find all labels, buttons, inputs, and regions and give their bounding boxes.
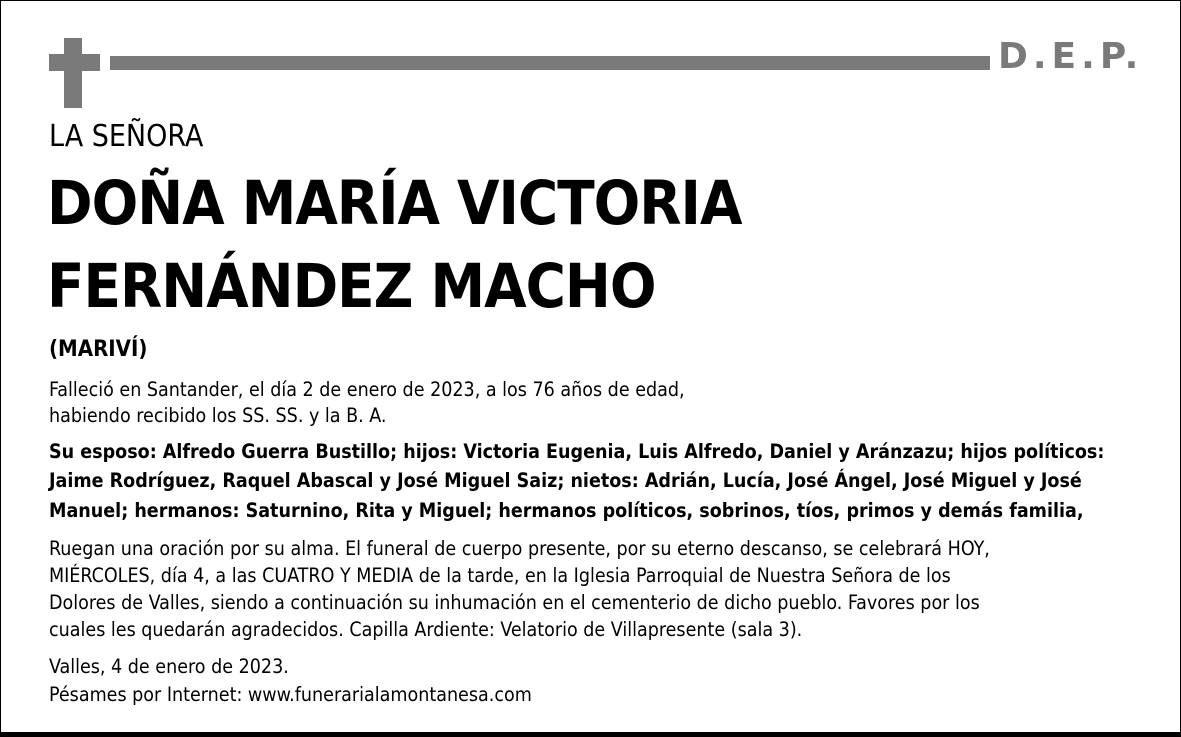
family-line1: Su esposo: Alfredo Guerra Bustillo; hijos: Victoria Eugenia, Luis Alfredo, Daniel y Aránzazu; hijos políticos: [49, 440, 1105, 463]
family-line2: Jaime Rodríguez, Raquel Abascal y José Miguel Saiz; nietos: Adrián, Lucía, José Ángel, José Miguel y José [49, 469, 1082, 492]
place-date: Valles, 4 de enero de 2023. [49, 655, 289, 678]
header-rule [110, 56, 990, 70]
funeral-line4: cuales les quedarán agradecidos. Capilla Ardiente: Velatorio de Villapresente (sala 3). [49, 618, 803, 641]
funeral-line2: MIÉRCOLES, día 4, a las CUATRO Y MEDIA de la tarde, en la Iglesia Parroquial de Nuestra Señora de los [49, 564, 951, 587]
death-notice-line1: Falleció en Santander, el día 2 de enero de 2023, a los 76 años de edad, [49, 378, 685, 401]
cross-icon-arm [49, 54, 100, 71]
family-line3: Manuel; hermanos: Saturnino, Rita y Miguel; hermanos políticos, sobrinos, tíos, primos y demás familia, [49, 499, 1084, 522]
condolences-link: Pésames por Internet: www.funerarialamontanesa.com [49, 683, 532, 706]
death-notice-line2: habiendo recibido los SS. SS. y la B. A. [49, 404, 387, 427]
honorific-prefix: LA SEÑORA [49, 119, 204, 154]
funeral-line3: Dolores de Valles, siendo a continuación su inhumación en el cementerio de dicho pueblo. Favores por los [49, 591, 980, 614]
funeral-line1: Ruegan una oración por su alma. El funeral de cuerpo presente, por su eterno descanso, se celebrará HOY, [49, 537, 990, 560]
deceased-name-line2: FERNÁNDEZ MACHO [47, 251, 656, 322]
nickname: (MARIVÍ) [49, 337, 148, 362]
deceased-name-line1: DOÑA MARÍA VICTORIA [47, 168, 742, 239]
cross-icon [64, 38, 82, 108]
dep-label: D.E.P. [998, 36, 1144, 77]
